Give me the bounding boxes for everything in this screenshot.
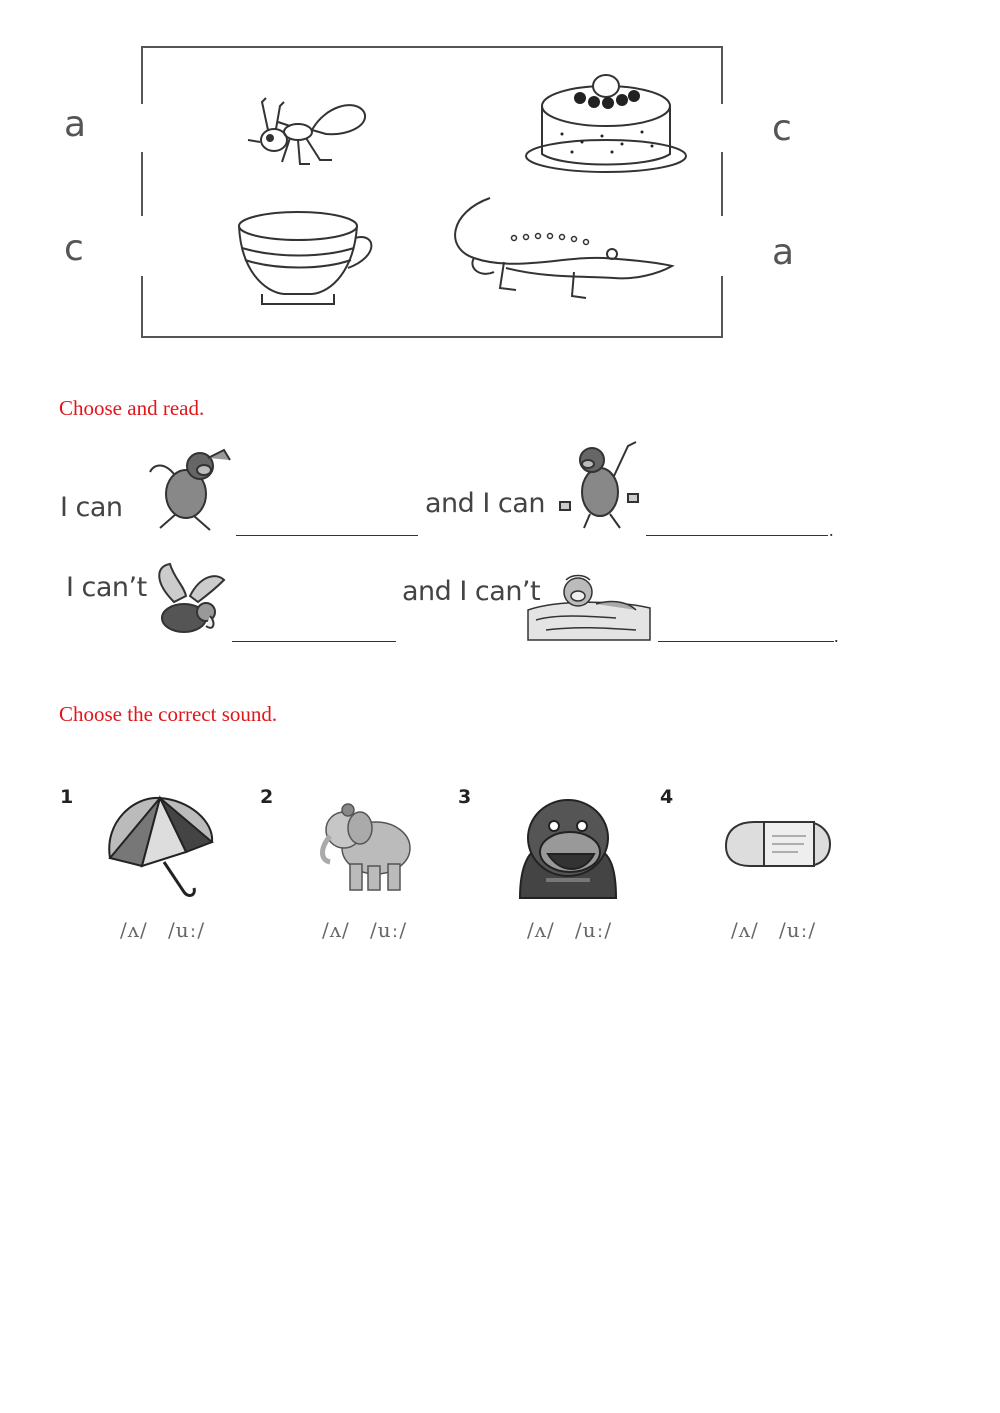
item3-option-a[interactable]: /ʌ/ [527,918,555,942]
item1-option-a[interactable]: /ʌ/ [120,918,148,942]
letter-right-top: c [772,108,792,149]
frame-gap [718,104,726,152]
ant-icon [240,96,375,168]
swimming-lion-icon [526,570,652,644]
answer-blank-3[interactable] [232,641,396,642]
phrase-i-cant: I can’t [66,572,147,603]
frame-gap [138,216,146,276]
running-monkey-icon [140,444,236,532]
row1-full-stop: . [829,520,834,540]
umbrella-icon [104,792,216,902]
item-number-4: 4 [660,786,674,808]
frame-gap [718,216,726,276]
item4-option-b[interactable]: /uː/ [779,918,817,942]
item2-option-a[interactable]: /ʌ/ [322,918,350,942]
cup-icon [236,208,380,308]
item-number-1: 1 [60,786,74,808]
phrase-i-can: I can [60,492,123,523]
answer-blank-4[interactable] [658,641,834,642]
crocodile-icon [444,192,676,306]
phrase-and-i-cant: and I can’t [402,576,541,607]
cake-icon [522,72,690,180]
elephant-icon [310,796,424,898]
climbing-monkey-icon [556,436,646,532]
item1-option-b[interactable]: /uː/ [168,918,206,942]
item2-option-b[interactable]: /uː/ [370,918,408,942]
item-number-2: 2 [260,786,274,808]
choose-sound-heading: Choose the correct sound. [59,702,278,726]
item-number-3: 3 [458,786,472,808]
item4-option-a[interactable]: /ʌ/ [731,918,759,942]
letter-right-bottom: a [772,232,795,273]
letter-left-top: a [64,104,87,145]
row2-full-stop: . [834,626,839,646]
phrase-and-i-can: and I can [425,488,545,519]
gorilla-icon [516,794,620,902]
eraser-icon [720,816,834,874]
letter-left-bottom: c [64,228,84,269]
answer-blank-2[interactable] [646,535,828,536]
frame-gap [138,104,146,152]
answer-blank-1[interactable] [236,535,418,536]
item3-option-b[interactable]: /uː/ [575,918,613,942]
parrot-icon [144,562,232,642]
choose-read-heading: Choose and read. [59,396,205,420]
